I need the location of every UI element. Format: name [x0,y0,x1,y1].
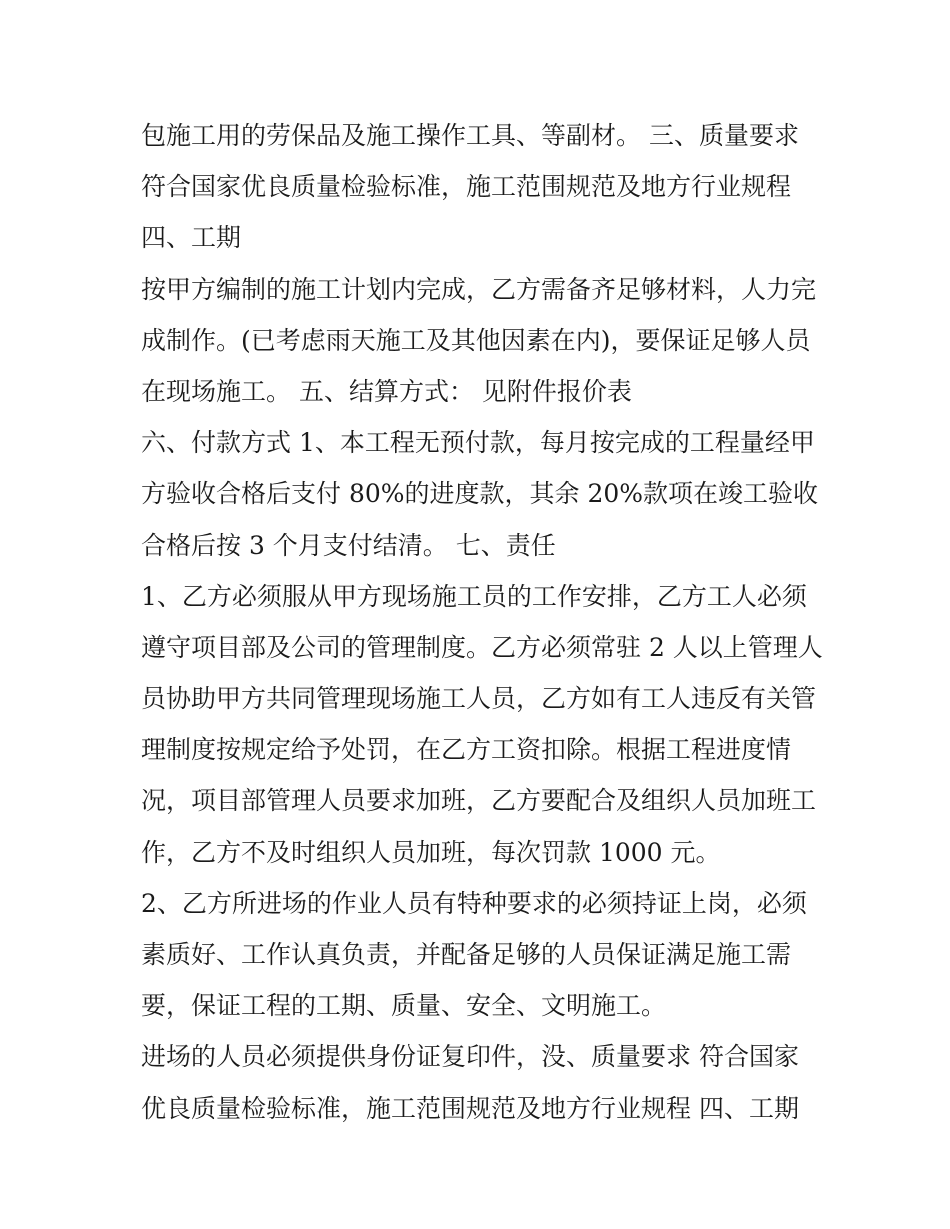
text-line: 在现场施工。 五、结算方式： 见附件报价表 [141,376,632,406]
text-line: 符合国家优良质量检验标准，施工范围规范及地方行业规程 [141,172,792,202]
text-line: 成制作。(已考虑雨天施工及其他因素在内)，要保证足够人员 [141,325,811,355]
text-line: 进场的人员必须提供身份证复印件，没、质量要求 符合国家 [141,1042,799,1072]
contract-text-body [141,110,831,1134]
text-line: 按甲方编制的施工计划内完成，乙方需备齐足够材料，人力完 [141,274,817,304]
text-line: 六、付款方式 1、本工程无预付款，每月按完成的工程量经甲 [141,428,815,458]
text-line: 合格后按 3 个月支付结清。 七、责任 [141,530,556,560]
text-line: 方验收合格后支付 80%的进度款，其余 20%款项在竣工验收 [141,479,819,509]
text-line: 作，乙方不及时组织人员加班，每次罚款 1000 元。 [141,837,721,867]
text-line: 2、乙方所进场的作业人员有特种要求的必须持证上岗，必须 [141,888,807,918]
text-line: 优良质量检验标准，施工范围规范及地方行业规程 四、工期 [141,1093,799,1123]
text-line: 员协助甲方共同管理现场施工人员，乙方如有工人违反有关管 [141,684,817,714]
text-line: 理制度按规定给予处罚，在乙方工资扣除。根据工程进度情 [141,735,792,765]
text-line: 四、工期 [141,223,242,253]
text-line: 况，项目部管理人员要求加班，乙方要配合及组织人员加班工 [141,786,817,816]
text-line: 遵守项目部及公司的管理制度。乙方必须常驻 2 人以上管理人 [141,632,823,662]
text-line: 包施工用的劳保品及施工操作工具、等副材。 三、质量要求 [141,121,799,150]
text-line: 要，保证工程的工期、质量、安全、文明施工。 [141,991,667,1021]
text-line: 素质好、工作认真负责，并配备足够的人员保证满足施工需 [141,940,792,969]
text-line: 1、乙方必须服从甲方现场施工员的工作安排，乙方工人必须 [141,581,807,611]
